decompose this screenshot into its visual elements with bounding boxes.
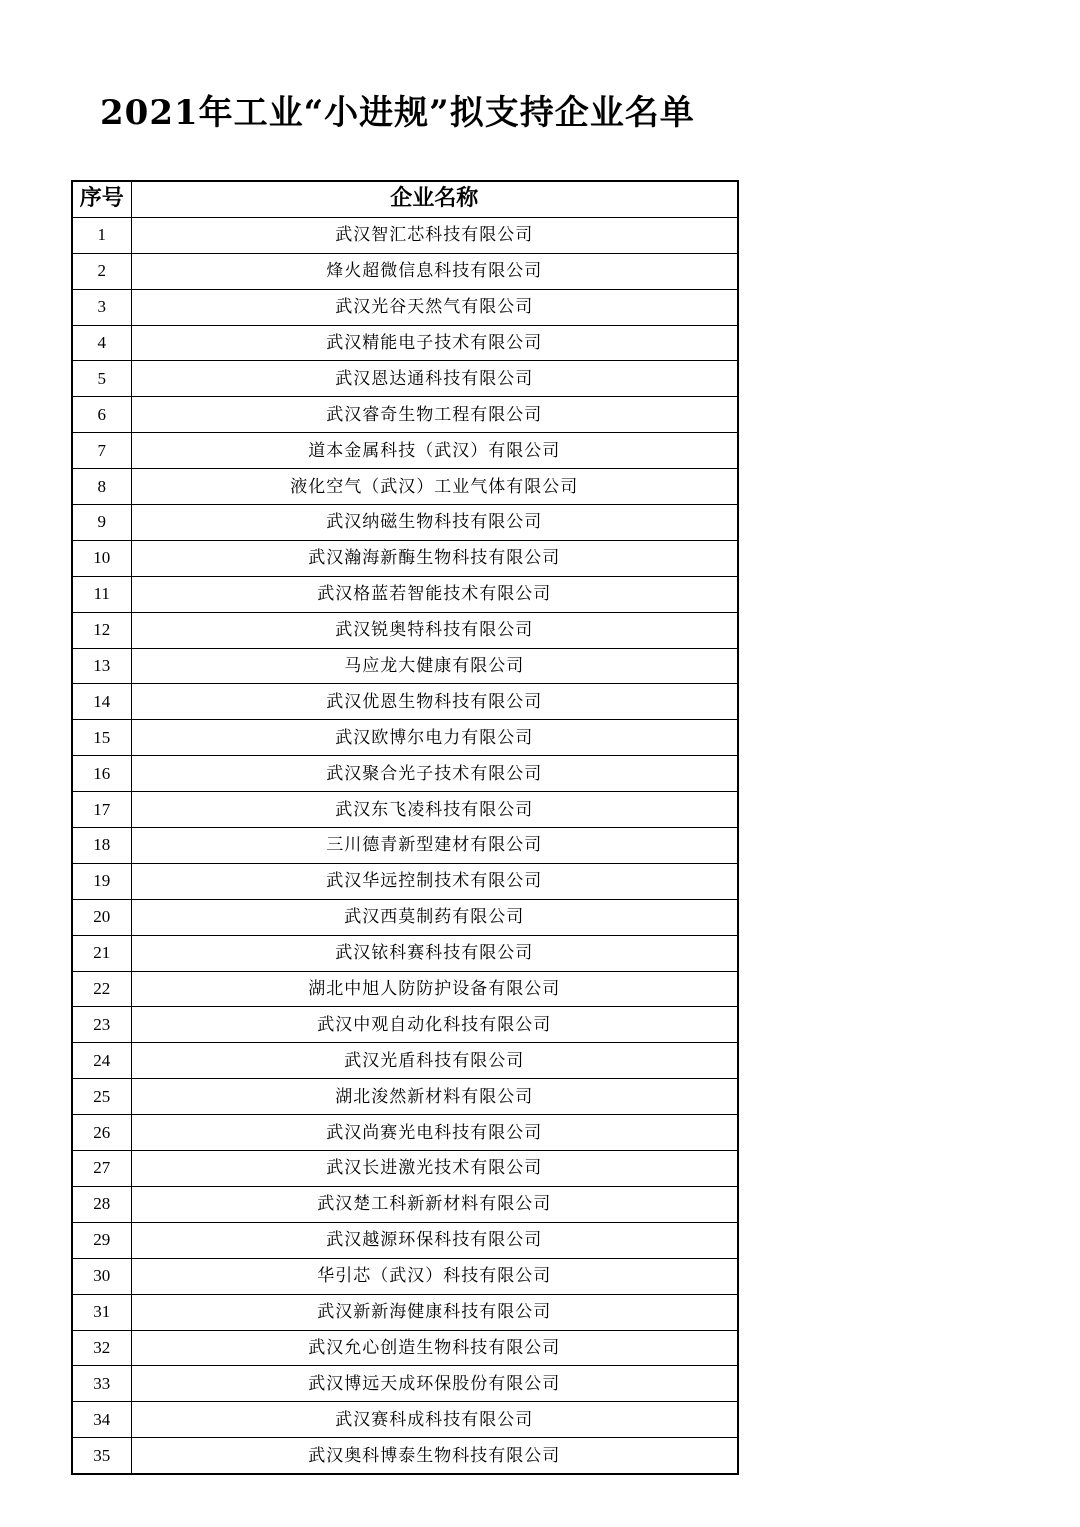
document-title: 2021年工业“小进规”拟支持企业名单 xyxy=(100,93,695,133)
table-row xyxy=(72,1115,738,1151)
table-header-row xyxy=(72,181,738,217)
row-index-cell: 2 xyxy=(72,253,131,289)
company-name-cell: 武汉中观自动化科技有限公司 xyxy=(131,1007,738,1043)
row-index-cell: 10 xyxy=(72,540,131,576)
company-name-cell: 武汉瀚海新酶生物科技有限公司 xyxy=(131,540,738,576)
row-index-cell: 32 xyxy=(72,1330,131,1366)
table-row xyxy=(72,469,738,505)
table-row xyxy=(72,1079,738,1115)
company-name-cell: 烽火超微信息科技有限公司 xyxy=(131,253,738,289)
row-index-cell: 20 xyxy=(72,899,131,935)
table-row xyxy=(72,1258,738,1294)
company-name-cell: 湖北浚然新材料有限公司 xyxy=(131,1079,738,1115)
row-index-cell: 18 xyxy=(72,828,131,864)
company-name-cell: 武汉优恩生物科技有限公司 xyxy=(131,684,738,720)
table-row xyxy=(72,505,738,541)
company-name-cell: 液化空气（武汉）工业气体有限公司 xyxy=(131,469,738,505)
company-name-cell: 武汉允心创造生物科技有限公司 xyxy=(131,1330,738,1366)
table-row xyxy=(72,648,738,684)
table-row xyxy=(72,1043,738,1079)
company-name-cell: 武汉光盾科技有限公司 xyxy=(131,1043,738,1079)
table-row xyxy=(72,325,738,361)
company-name-cell: 武汉赛科成科技有限公司 xyxy=(131,1402,738,1438)
company-name-cell: 武汉长进激光技术有限公司 xyxy=(131,1151,738,1187)
row-index-cell: 4 xyxy=(72,325,131,361)
company-name-cell: 华引芯（武汉）科技有限公司 xyxy=(131,1258,738,1294)
table-row xyxy=(72,1330,738,1366)
company-name-cell: 武汉智汇芯科技有限公司 xyxy=(131,217,738,253)
company-name-cell: 道本金属科技（武汉）有限公司 xyxy=(131,433,738,469)
table-body xyxy=(72,217,738,1474)
table-row xyxy=(72,828,738,864)
table-row xyxy=(72,756,738,792)
company-name-cell: 武汉恩达通科技有限公司 xyxy=(131,361,738,397)
company-name-cell: 武汉新新海健康科技有限公司 xyxy=(131,1294,738,1330)
row-index-cell: 8 xyxy=(72,469,131,505)
row-index-cell: 16 xyxy=(72,756,131,792)
row-index-cell: 13 xyxy=(72,648,131,684)
row-index-cell: 31 xyxy=(72,1294,131,1330)
company-list-table xyxy=(71,180,739,1475)
table-row xyxy=(72,792,738,828)
row-index-cell: 5 xyxy=(72,361,131,397)
table-row xyxy=(72,397,738,433)
row-index-cell: 24 xyxy=(72,1043,131,1079)
row-index-cell: 29 xyxy=(72,1222,131,1258)
company-name-cell: 武汉聚合光子技术有限公司 xyxy=(131,756,738,792)
row-index-cell: 26 xyxy=(72,1115,131,1151)
company-name-cell: 武汉奥科博泰生物科技有限公司 xyxy=(131,1438,738,1474)
company-name-cell: 武汉尚赛光电科技有限公司 xyxy=(131,1115,738,1151)
row-index-cell: 23 xyxy=(72,1007,131,1043)
company-name-cell: 三川德青新型建材有限公司 xyxy=(131,828,738,864)
company-name-cell: 马应龙大健康有限公司 xyxy=(131,648,738,684)
table-row xyxy=(72,1438,738,1474)
row-index-cell: 6 xyxy=(72,397,131,433)
table-row xyxy=(72,1007,738,1043)
row-index-cell: 19 xyxy=(72,863,131,899)
row-index-cell: 12 xyxy=(72,612,131,648)
company-name-cell: 武汉精能电子技术有限公司 xyxy=(131,325,738,361)
row-index-cell: 1 xyxy=(72,217,131,253)
table-row xyxy=(72,1222,738,1258)
table-row xyxy=(72,935,738,971)
table-row xyxy=(72,1366,738,1402)
row-index-cell: 35 xyxy=(72,1438,131,1474)
row-index-cell: 9 xyxy=(72,505,131,541)
row-index-cell: 34 xyxy=(72,1402,131,1438)
table-row xyxy=(72,612,738,648)
company-name-cell: 武汉欧博尔电力有限公司 xyxy=(131,720,738,756)
table-row xyxy=(72,253,738,289)
company-name-cell: 武汉纳磁生物科技有限公司 xyxy=(131,505,738,541)
table-row xyxy=(72,576,738,612)
company-name-cell: 武汉东飞凌科技有限公司 xyxy=(131,792,738,828)
table-row xyxy=(72,540,738,576)
company-name-cell: 武汉西莫制药有限公司 xyxy=(131,899,738,935)
company-name-cell: 武汉博远天成环保股份有限公司 xyxy=(131,1366,738,1402)
company-name-cell: 武汉锐奥特科技有限公司 xyxy=(131,612,738,648)
row-index-cell: 11 xyxy=(72,576,131,612)
table-row xyxy=(72,361,738,397)
table-row xyxy=(72,1294,738,1330)
company-name-cell: 武汉楚工科新新材料有限公司 xyxy=(131,1186,738,1222)
table-row xyxy=(72,863,738,899)
row-index-cell: 21 xyxy=(72,935,131,971)
company-name-cell: 武汉华远控制技术有限公司 xyxy=(131,863,738,899)
table-row xyxy=(72,899,738,935)
row-index-cell: 33 xyxy=(72,1366,131,1402)
table-row xyxy=(72,289,738,325)
table-row xyxy=(72,720,738,756)
table-row xyxy=(72,1186,738,1222)
company-name-cell: 武汉格蓝若智能技术有限公司 xyxy=(131,576,738,612)
table-row xyxy=(72,684,738,720)
row-index-cell: 25 xyxy=(72,1079,131,1115)
row-index-cell: 15 xyxy=(72,720,131,756)
company-name-cell: 武汉铱科赛科技有限公司 xyxy=(131,935,738,971)
row-index-cell: 22 xyxy=(72,971,131,1007)
row-index-cell: 7 xyxy=(72,433,131,469)
company-name-cell: 武汉光谷天然气有限公司 xyxy=(131,289,738,325)
column-header-index: 序号 xyxy=(72,181,131,217)
table-row xyxy=(72,1402,738,1438)
table-row xyxy=(72,971,738,1007)
row-index-cell: 17 xyxy=(72,792,131,828)
row-index-cell: 27 xyxy=(72,1151,131,1187)
column-header-company-name: 企业名称 xyxy=(131,181,738,217)
row-index-cell: 28 xyxy=(72,1186,131,1222)
table-row xyxy=(72,217,738,253)
row-index-cell: 14 xyxy=(72,684,131,720)
company-name-cell: 武汉越源环保科技有限公司 xyxy=(131,1222,738,1258)
row-index-cell: 3 xyxy=(72,289,131,325)
table-row xyxy=(72,433,738,469)
row-index-cell: 30 xyxy=(72,1258,131,1294)
table-row xyxy=(72,1151,738,1187)
company-name-cell: 湖北中旭人防防护设备有限公司 xyxy=(131,971,738,1007)
company-name-cell: 武汉睿奇生物工程有限公司 xyxy=(131,397,738,433)
